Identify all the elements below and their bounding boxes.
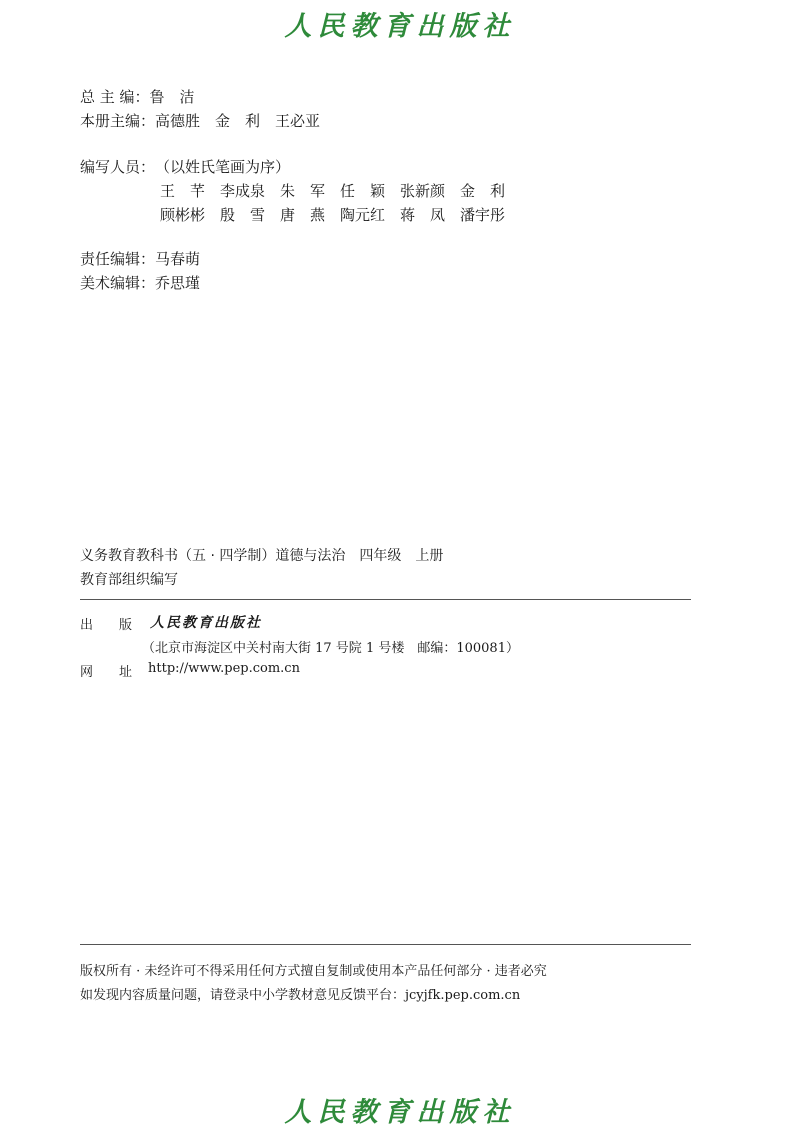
- copyright-notice: 版权所有 · 未经许可不得采用任何方式擅自复制或使用本产品任何部分 · 违者必究: [80, 964, 547, 979]
- book-title: 义务教育教科书（五 · 四学制）道德与法治 四年级 上册: [80, 548, 444, 564]
- responsible-editor-value: 马春萌: [155, 250, 201, 268]
- compiled-by: 教育部组织编写: [80, 572, 178, 588]
- authors-note: （以姓氏笔画为序）: [155, 158, 291, 176]
- feedback-notice: 如发现内容质量问题，请登录中小学教材意见反馈平台：jcyjfk.pep.com.cn: [80, 988, 521, 1003]
- art-editor-row: [80, 272, 200, 293]
- publisher-name: 人民教育出版社: [150, 615, 262, 631]
- website-link[interactable]: http://www.pep.com.cn: [148, 661, 300, 676]
- chief-editor-value: 鲁 洁: [149, 88, 195, 106]
- publisher-label: 出 版: [80, 618, 133, 633]
- divider-bottom: [80, 944, 691, 945]
- responsible-editor-label: 责任编辑：: [80, 250, 156, 268]
- publisher-logo-bottom: 人民教育出版社: [284, 1097, 516, 1128]
- authors-row: [80, 156, 290, 177]
- chief-editor-row: [80, 86, 195, 107]
- website-label: 网 址: [80, 665, 133, 680]
- publisher-logo-top: 人民教育出版社: [284, 11, 516, 42]
- authors-line-1: 王 芊 李成泉 朱 军 任 颖 张新颜 金 利: [160, 182, 506, 200]
- volume-editor-value: 高德胜 金 利 王必亚: [155, 112, 321, 130]
- publisher-address: （北京市海淀区中关村南大街 17 号院 1 号楼 邮编：100081）: [142, 641, 519, 656]
- volume-editor-label: 本册主编：: [80, 112, 156, 130]
- authors-line-2: 顾彬彬 殷 雪 唐 燕 陶元红 蒋 凤 潘宇彤: [160, 206, 506, 224]
- authors-label: 编写人员：: [80, 158, 156, 176]
- art-editor-value: 乔思瑾: [155, 274, 201, 292]
- volume-editor-row: [80, 110, 320, 131]
- chief-editor-label: 总 主 编：: [80, 88, 150, 106]
- art-editor-label: 美术编辑：: [80, 274, 156, 292]
- responsible-editor-row: [80, 248, 200, 269]
- divider-top: [80, 599, 691, 600]
